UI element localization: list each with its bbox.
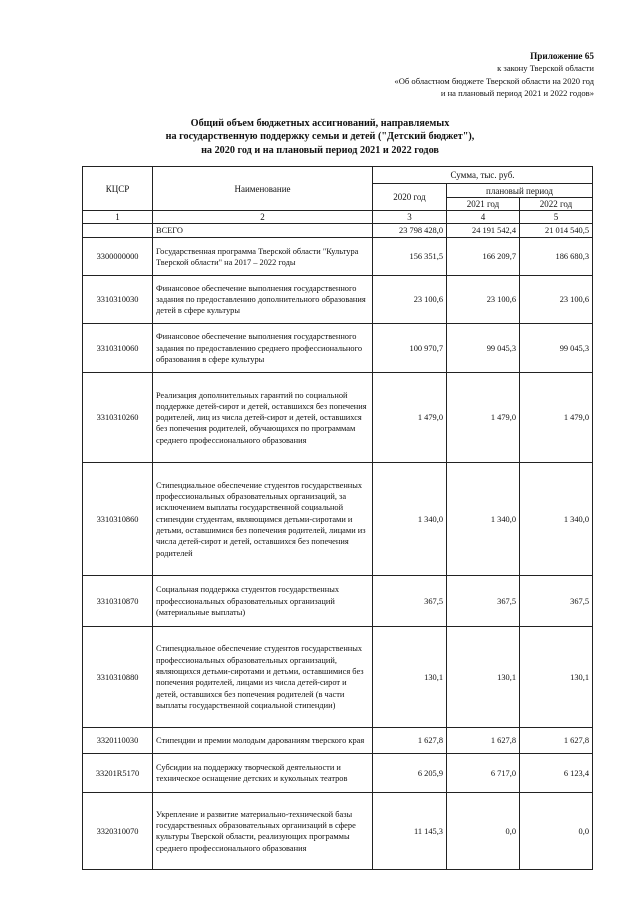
row-2021: 367,5 [447, 576, 520, 627]
row-name: Социальная поддержка студентов государственных профессиональных образовательных организаций (материальные выплаты) [153, 576, 373, 627]
header-planned-period: плановый период [447, 184, 593, 198]
row-2021: 6 717,0 [447, 754, 520, 793]
row-2020: 100 970,7 [373, 324, 447, 373]
row-code: 3310310260 [83, 373, 153, 463]
row-2021: 166 209,7 [447, 238, 520, 276]
row-2022: 367,5 [520, 576, 593, 627]
row-2020: 6 205,9 [373, 754, 447, 793]
col-number-1: 1 [83, 211, 153, 224]
row-name: Реализация дополнительных гарантий по социальной поддержке детей-сирот и детей, оставшихся без попечения родителей, лиц из числа детей-сирот и детей, оставшихся без попечения родителей, обучающихся по программам среднего профессионального образования [153, 373, 373, 463]
row-name: Финансовое обеспечение выполнения государственного задания по предоставлению дополнительного образования детей в сфере культуры [153, 276, 373, 324]
row-name: Государственная программа Тверской области "Культура Тверской области" на 2017 – 2022 годы [153, 238, 373, 276]
row-name: Стипендиальное обеспечение студентов государственных профессиональных образовательных организаций, за исключением выплаты государственной социальной стипендии студентам, являющимся детьми-сиротами и детьми, оставшимися без попечения родителей, лицами из числа детей-сирот и детей, оставшихся без попечения родителей [153, 463, 373, 576]
row-name: Финансовое обеспечение выполнения государственного задания по предоставлению среднего профессионального образования в сфере культуры [153, 324, 373, 373]
row-2020: 130,1 [373, 627, 447, 728]
row-2021: 23 100,6 [447, 276, 520, 324]
row-2021: 0,0 [447, 793, 520, 870]
row-name: Субсидии на поддержку творческой деятельности и техническое оснащение детских и кукольных театров [153, 754, 373, 793]
row-2022: 186 680,3 [520, 238, 593, 276]
row-2022: 6 123,4 [520, 754, 593, 793]
row-code: 3310310870 [83, 576, 153, 627]
row-2021: 1 340,0 [447, 463, 520, 576]
appendix-law-ref: к закону Тверской области [497, 63, 594, 74]
col-number-4: 4 [447, 211, 520, 224]
appendix-block [394, 50, 594, 100]
header-2022: 2022 год [520, 198, 593, 211]
row-2020: 23 100,6 [373, 276, 447, 324]
title-line-3: на 2020 год и на плановый период 2021 и 2022 годов [201, 144, 439, 156]
title-line-2: на государственную поддержку семьи и детей ("Детский бюджет"), [165, 131, 475, 143]
row-2022: 99 045,3 [520, 324, 593, 373]
row-2021: 1 479,0 [447, 373, 520, 463]
row-2022: 23 100,6 [520, 276, 593, 324]
row-2022: 0,0 [520, 793, 593, 870]
header-sum: Сумма, тыс. руб. [373, 167, 593, 184]
header-2020: 2020 год [373, 184, 447, 211]
appendix-law-period: и на плановый период 2021 и 2022 годов» [440, 88, 594, 99]
row-2020: 1 627,8 [373, 728, 447, 754]
row-code: 3310310030 [83, 276, 153, 324]
row-2022: 1 340,0 [520, 463, 593, 576]
row-2021: 130,1 [447, 627, 520, 728]
table-row [83, 373, 593, 463]
row-code: 3310310880 [83, 627, 153, 728]
col-number-5: 5 [520, 211, 593, 224]
total-2021: 24 191 542,4 [447, 224, 520, 238]
total-row [83, 224, 593, 238]
table-row [83, 238, 593, 276]
row-2022: 1 479,0 [520, 373, 593, 463]
table-row [83, 324, 593, 373]
row-code: 33201R5170 [83, 754, 153, 793]
appendix-number: Приложение 65 [530, 51, 594, 61]
row-2022: 1 627,8 [520, 728, 593, 754]
total-code [83, 224, 153, 238]
row-2020: 367,5 [373, 576, 447, 627]
header-2021: 2021 год [447, 198, 520, 211]
row-2022: 130,1 [520, 627, 593, 728]
row-name: Стипендии и премии молодым дарованиям тверского края [153, 728, 373, 754]
row-code: 3310310860 [83, 463, 153, 576]
table-row [83, 276, 593, 324]
row-name: Укрепление и развитие материально-технической базы государственных образовательных организаций в сфере культуры Тверской области, реализующих программы среднего профессионального образования [153, 793, 373, 870]
row-name: Стипендиальное обеспечение студентов государственных профессиональных образовательных организаций, являющихся детьми-сиротами и детьми, оставшимися без попечения родителей, лицами из числа детей-сирот и детей, оставшихся без попечения родителей (в части выплаты государственной социальной стипендии) [153, 627, 373, 728]
row-code: 3310310060 [83, 324, 153, 373]
row-2020: 1 479,0 [373, 373, 447, 463]
table-row [83, 627, 593, 728]
row-2020: 1 340,0 [373, 463, 447, 576]
table-row [83, 728, 593, 754]
table-row [83, 793, 593, 870]
budget-table [82, 166, 593, 870]
row-2020: 156 351,5 [373, 238, 447, 276]
total-2020: 23 798 428,0 [373, 224, 447, 238]
title-line-1: Общий объем бюджетных ассигнований, направляемых [190, 118, 450, 129]
total-label: ВСЕГО [153, 224, 373, 238]
total-2022: 21 014 540,5 [520, 224, 593, 238]
table-row [83, 754, 593, 793]
header-kcsr: КЦСР [83, 167, 153, 211]
table-row [83, 463, 593, 576]
header-name: Наименование [153, 167, 373, 211]
col-number-3: 3 [373, 211, 447, 224]
row-code: 3320110030 [83, 728, 153, 754]
table-row [83, 576, 593, 627]
row-code: 3300000000 [83, 238, 153, 276]
row-2021: 99 045,3 [447, 324, 520, 373]
row-2021: 1 627,8 [447, 728, 520, 754]
document-title [0, 117, 640, 157]
col-number-2: 2 [153, 211, 373, 224]
row-code: 3320310070 [83, 793, 153, 870]
row-2020: 11 145,3 [373, 793, 447, 870]
appendix-law-title: «Об областном бюджете Тверской области на 2020 год [394, 75, 594, 86]
